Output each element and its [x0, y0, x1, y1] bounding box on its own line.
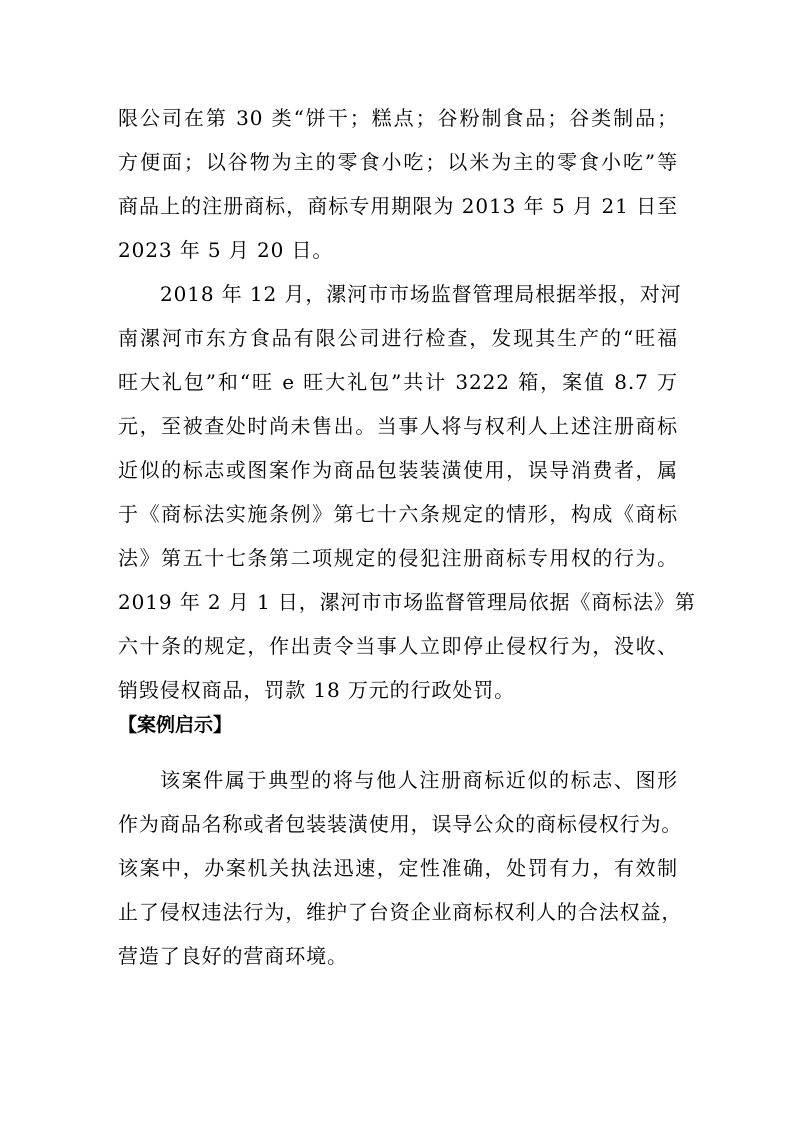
paragraph-2-line-8: 2019 年 2 月 1 日，漯河市市场监督管理局依据《商标法》第	[118, 590, 696, 614]
paragraph-2-line-7: 法》第五十七条第二项规定的侵犯注册商标专用权的行为。	[118, 546, 678, 570]
paragraph-2-line-1: 2018 年 12 月，漯河市市场监督管理局根据举报，对河	[160, 282, 682, 306]
paragraph-2-line-5: 近似的标志或图案作为商品包装装潢使用，误导消费者，属	[118, 458, 678, 482]
paragraph-3-line-5: 营造了良好的营商环境。	[118, 944, 348, 968]
paragraph-3-line-2: 作为商品名称或者包装装潢使用，误导公众的商标侵权行为。	[118, 812, 683, 836]
paragraph-1-line-3: 商品上的注册商标，商标专用期限为 2013 年 5 月 21 日至	[118, 194, 678, 218]
paragraph-2-line-6: 于《商标法实施条例》第七十六条规定的情形，构成《商标	[118, 502, 678, 526]
paragraph-2-line-2: 南漯河市东方食品有限公司进行检查，发现其生产的“旺福	[118, 326, 678, 350]
paragraph-3-line-1: 该案件属于典型的将与他人注册商标近似的标志、图形	[160, 768, 678, 792]
section-heading: 【案例启示】	[118, 714, 233, 736]
paragraph-3-line-4: 止了侵权违法行为，维护了台资企业商标权利人的合法权益，	[118, 900, 683, 924]
paragraph-2-line-3: 旺大礼包”和“旺 e 旺大礼包”共计 3222 箱，案值 8.7 万	[118, 370, 678, 394]
paragraph-2-line-10: 销毁侵权商品，罚款 18 万元的行政处罚。	[118, 678, 516, 702]
paragraph-2-line-4: 元，至被查处时尚未售出。当事人将与权利人上述注册商标	[118, 414, 678, 438]
paragraph-3-line-3: 该案中，办案机关执法迅速，定性准确，处罚有力，有效制	[118, 856, 678, 880]
paragraph-1-line-2: 方便面；以谷物为主的零食小吃；以米为主的零食小吃”等	[118, 150, 678, 174]
paragraph-1-line-4: 2023 年 5 月 20 日。	[118, 238, 334, 262]
paragraph-1-line-1: 限公司在第 30 类“饼干；糕点；谷粉制食品；谷类制品；	[118, 106, 678, 130]
paragraph-2-line-9: 六十条的规定，作出责令当事人立即停止侵权行为，没收、	[118, 634, 678, 658]
